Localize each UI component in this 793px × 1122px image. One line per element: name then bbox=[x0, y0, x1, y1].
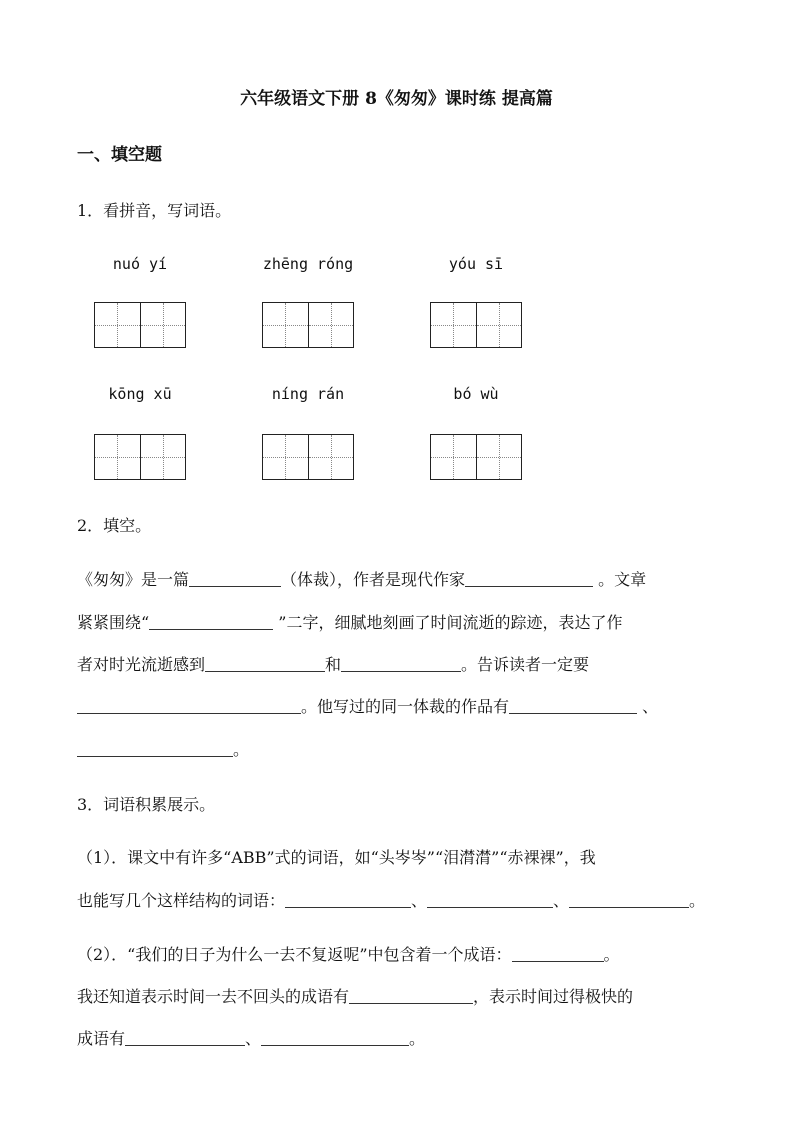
grid-cell[interactable] bbox=[477, 435, 522, 479]
line-text: 、 bbox=[411, 891, 428, 910]
question-1-label: 1．看拼音，写词语。 bbox=[77, 201, 232, 220]
answer-blank[interactable] bbox=[205, 655, 325, 672]
grid-cell[interactable] bbox=[141, 435, 186, 479]
line-text: ，表示时间过得极快的 bbox=[473, 987, 634, 1006]
line-text: 。 bbox=[233, 740, 250, 759]
fill-line bbox=[77, 984, 633, 1007]
line-text: 。 bbox=[603, 945, 620, 964]
pinyin-label: níng rán bbox=[271, 385, 345, 403]
line-text: 和 bbox=[325, 655, 342, 674]
line-text: （1）．课文中有许多“ABB”式的词语，如“头岑岑”“泪潸潸”“赤裸裸”，我 bbox=[77, 848, 596, 867]
answer-blank[interactable] bbox=[341, 655, 461, 672]
line-text: 。 bbox=[689, 891, 706, 910]
line-text: 我还知道表示时间一去不回头的成语有 bbox=[77, 987, 350, 1006]
grid-cell[interactable] bbox=[95, 435, 141, 479]
grid-cell[interactable] bbox=[431, 435, 477, 479]
line-text: 成语有 bbox=[77, 1029, 126, 1048]
line-text: 《匆匆》是一篇 bbox=[77, 570, 190, 589]
answer-blank[interactable] bbox=[149, 613, 273, 630]
writing-grid[interactable] bbox=[94, 302, 186, 348]
pinyin-label: yóu sī bbox=[448, 255, 504, 273]
answer-blank[interactable] bbox=[77, 697, 301, 714]
grid-cell[interactable] bbox=[95, 303, 141, 347]
grid-cell[interactable] bbox=[477, 303, 522, 347]
writing-grid[interactable] bbox=[94, 434, 186, 480]
fill-line bbox=[77, 845, 596, 868]
answer-blank[interactable] bbox=[569, 891, 689, 908]
fill-line bbox=[77, 652, 589, 675]
pinyin-label: kōng xū bbox=[108, 385, 172, 403]
line-text: （2）．“我们的日子为什么一去不复返呢”中包含着一个成语： bbox=[77, 945, 512, 964]
fill-line bbox=[77, 737, 249, 760]
question-2-label: 2．填空。 bbox=[77, 516, 152, 535]
grid-cell[interactable] bbox=[309, 435, 354, 479]
answer-blank[interactable] bbox=[512, 945, 604, 962]
answer-blank[interactable] bbox=[189, 570, 281, 587]
line-text: 紧紧围绕“ bbox=[77, 613, 150, 632]
answer-blank[interactable] bbox=[261, 1029, 409, 1046]
line-text: 者对时光流逝感到 bbox=[77, 655, 206, 674]
line-text: 也能写几个这样结构的词语： bbox=[77, 891, 286, 910]
line-text: 、 bbox=[245, 1029, 262, 1048]
fill-line bbox=[77, 1026, 425, 1049]
grid-cell[interactable] bbox=[263, 303, 309, 347]
line-text: ”二字，细腻地刻画了时间流逝的踪迹，表达了作 bbox=[273, 613, 623, 632]
grid-cell[interactable] bbox=[431, 303, 477, 347]
line-text: 、 bbox=[553, 891, 570, 910]
line-text: 。他写过的同一体裁的作品有 bbox=[301, 697, 510, 716]
line-text: （体裁），作者是现代作家 bbox=[281, 570, 466, 589]
pinyin-label: nuó yí bbox=[112, 255, 168, 273]
fill-line bbox=[77, 888, 705, 911]
answer-blank[interactable] bbox=[125, 1029, 245, 1046]
writing-grid[interactable] bbox=[430, 434, 522, 480]
answer-blank[interactable] bbox=[427, 891, 553, 908]
section-heading: 一、填空题 bbox=[77, 145, 162, 165]
question-3-label: 3．词语积累展示。 bbox=[77, 795, 216, 814]
pinyin-label: bó wù bbox=[453, 385, 499, 403]
line-text: 、 bbox=[637, 697, 659, 716]
answer-blank[interactable] bbox=[509, 697, 637, 714]
writing-grid[interactable] bbox=[430, 302, 522, 348]
line-text: 。文章 bbox=[593, 570, 647, 589]
writing-grid[interactable] bbox=[262, 434, 354, 480]
grid-cell[interactable] bbox=[309, 303, 354, 347]
answer-blank[interactable] bbox=[285, 891, 411, 908]
fill-line bbox=[77, 567, 646, 590]
line-text: 。告诉读者一定要 bbox=[461, 655, 590, 674]
pinyin-label: zhēng róng bbox=[262, 255, 354, 273]
fill-line bbox=[77, 610, 622, 633]
writing-grid[interactable] bbox=[262, 302, 354, 348]
page-title: 六年级语文下册 8《匆匆》课时练 提高篇 bbox=[240, 89, 553, 109]
grid-cell[interactable] bbox=[141, 303, 186, 347]
answer-blank[interactable] bbox=[349, 987, 473, 1004]
line-text: 。 bbox=[409, 1029, 426, 1048]
grid-cell[interactable] bbox=[263, 435, 309, 479]
fill-line bbox=[77, 942, 620, 965]
answer-blank[interactable] bbox=[77, 740, 233, 757]
fill-line bbox=[77, 694, 658, 717]
answer-blank[interactable] bbox=[465, 570, 593, 587]
